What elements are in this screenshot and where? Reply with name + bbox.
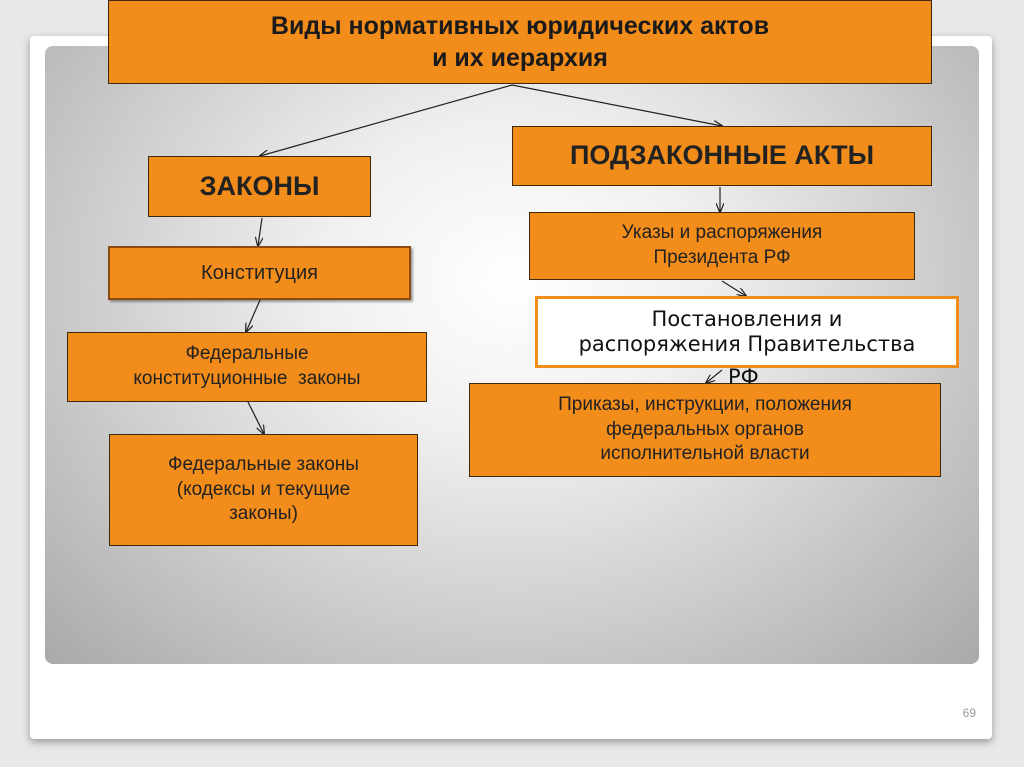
title-line-2: и их иерархия [432, 44, 608, 72]
fz-line-2: (кодексы и текущие [176, 478, 351, 500]
slide-number: 69 [962, 706, 976, 720]
fkz-line-2: конституционные законы [133, 368, 361, 389]
postanovleniya-line-2: распоряжения Правительства [578, 332, 916, 356]
box-federalnye-konstitutsionnye-zakony [67, 332, 427, 402]
prikazy-line-1: Приказы, инструкции, положения [558, 393, 852, 415]
title-line-1: Виды нормативных юридических актов [270, 11, 770, 40]
konstitutsiya-line-1: Конституция [201, 262, 318, 284]
box-konstitutsiya [108, 246, 411, 300]
fkz-line-1: Федеральные [185, 343, 309, 365]
fz-line-1: Федеральные законы [168, 453, 359, 475]
ukazy-line-1: Указы и распоряжения [621, 222, 823, 244]
box-postanovleniya-pravitelstva [535, 296, 959, 389]
box-federalnye-zakony [109, 434, 418, 546]
heading-zakony: ЗАКОНЫ [148, 156, 371, 217]
ukazy-line-2: Президента РФ [653, 247, 791, 268]
heading-podzakonnye-akty: ПОДЗАКОННЫЕ АКТЫ [512, 126, 932, 186]
diagram-title [108, 0, 932, 84]
box-prikazy-instruktsii [469, 383, 941, 477]
prikazy-line-2: федеральных органов [606, 418, 804, 440]
prikazy-line-3: исполнительной власти [600, 443, 810, 465]
postanovleniya-line-3: РФ [728, 365, 759, 389]
box-ukazy-prezidenta [529, 212, 915, 280]
fz-line-3: законы) [229, 503, 298, 525]
postanovleniya-line-1: Постановления и [651, 306, 843, 331]
